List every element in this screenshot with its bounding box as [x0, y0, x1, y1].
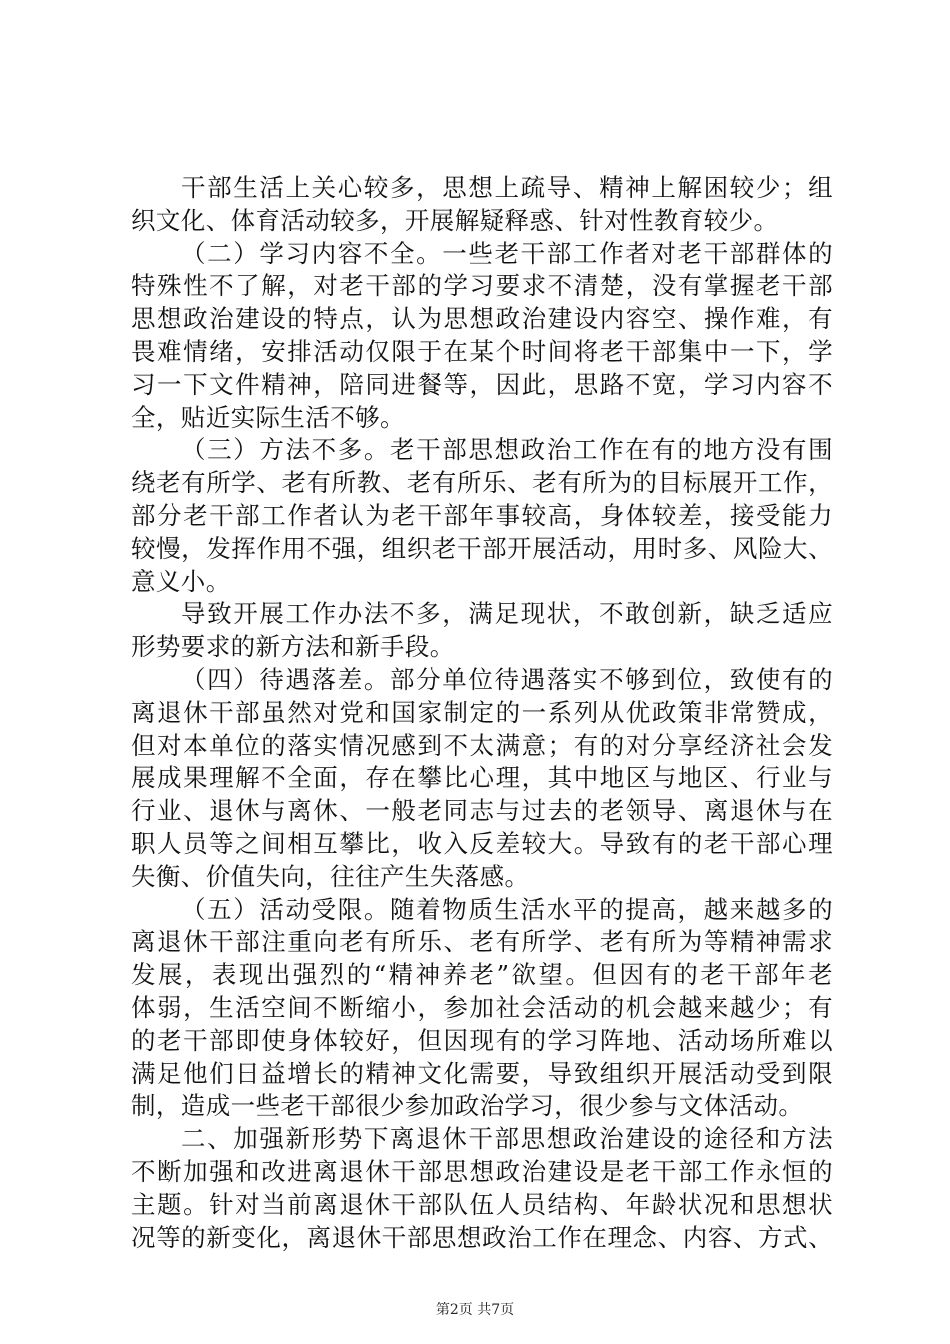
- text-line: 展成果理解不全面，存在攀比心理，其中地区与地区、行业与: [131, 763, 833, 793]
- text-line: 干部生活上关心较多，思想上疏导、精神上解困较少；组: [181, 173, 833, 202]
- text-line: 较慢，发挥作用不强，组织老干部开展活动，用时多、风险大、: [131, 533, 833, 563]
- text-line: 行业、退休与离休、一般老同志与过去的老领导、离退休与在: [131, 796, 833, 826]
- text-line: 绕老有所学、老有所教、老有所乐、老有所为的目标展开工作，: [131, 468, 833, 498]
- text-line: 意义小。: [131, 566, 231, 596]
- text-line: 全，贴近实际生活不够。: [131, 402, 405, 432]
- text-line: 畏难情绪，安排活动仅限于在某个时间将老干部集中一下，学: [131, 336, 833, 366]
- text-line: 不断加强和改进离退休干部思想政治建设是老干部工作永恒的: [131, 1156, 833, 1186]
- text-line: 二、加强新形势下离退休干部思想政治建设的途径和方法: [181, 1124, 833, 1154]
- text-line: 发展，表现出强烈的“精神养老”欲望。但因有的老干部年老: [131, 960, 833, 990]
- text-line: 特殊性不了解，对老干部的学习要求不清楚，没有掌握老干部: [131, 271, 833, 301]
- text-line: 失衡、价值失向，往往产生失落感。: [131, 861, 530, 891]
- text-line: 况等的新变化，离退休干部思想政治工作在理念、内容、方式、: [131, 1222, 833, 1252]
- text-line: 导致开展工作办法不多，满足现状，不敢创新，缺乏适应: [181, 599, 833, 629]
- text-line: 离退休干部虽然对党和国家制定的一系列从优政策非常赞成，: [131, 697, 833, 727]
- text-line: 思想政治建设的特点，认为思想政治建设内容空、操作难，有: [131, 304, 833, 334]
- text-line: 的老干部即使身体较好，但因现有的学习阵地、活动场所难以: [131, 1025, 833, 1055]
- document-body: [131, 172, 833, 1254]
- text-line: （四）待遇落差。部分单位待遇落实不够到位，致使有的: [181, 664, 833, 694]
- text-line: （二）学习内容不全。一些老干部工作者对老干部群体的: [181, 238, 833, 268]
- text-line: 但对本单位的落实情况感到不太满意；有的对分享经济社会发: [131, 730, 833, 760]
- page-footer: 第2页 共7页: [435, 1302, 515, 1318]
- text-line: 满足他们日益增长的精神文化需要，导致组织开展活动受到限: [131, 1058, 833, 1088]
- text-line: 织文化、体育活动较多，开展解疑释惑、针对性教育较少。: [131, 205, 779, 235]
- text-line: 制，造成一些老干部很少参加政治学习，很少参与文体活动。: [131, 1091, 804, 1121]
- text-line: 体弱，生活空间不断缩小，参加社会活动的机会越来越少；有: [131, 992, 833, 1022]
- text-line: （五）活动受限。随着物质生活水平的提高，越来越多的: [181, 894, 833, 924]
- text-line: （三）方法不多。老干部思想政治工作在有的地方没有围: [181, 435, 833, 465]
- text-line: 职人员等之间相互攀比，收入反差较大。导致有的老干部心理: [131, 828, 833, 858]
- text-line: 形势要求的新方法和新手段。: [131, 632, 455, 662]
- text-line: 主题。针对当前离退休干部队伍人员结构、年龄状况和思想状: [131, 1189, 833, 1219]
- text-line: 部分老干部工作者认为老干部年事较高，身体较差，接受能力: [131, 500, 833, 530]
- text-line: 习一下文件精神，陪同进餐等，因此，思路不宽，学习内容不: [131, 369, 833, 399]
- text-line: 离退休干部注重向老有所乐、老有所学、老有所为等精神需求: [131, 927, 833, 957]
